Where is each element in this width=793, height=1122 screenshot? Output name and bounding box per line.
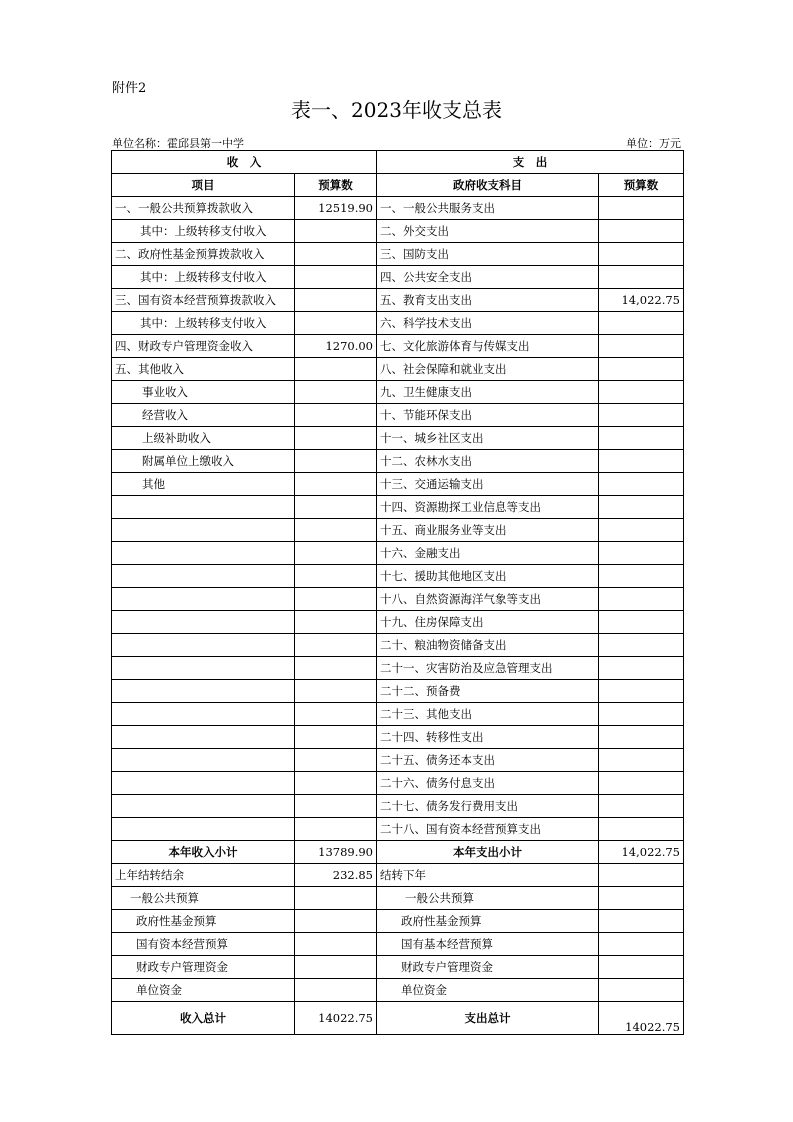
subtotal-row: [112, 841, 684, 864]
income-item-label: 四、财政专户管理资金收入: [112, 335, 295, 358]
income-item-label: 其中：上级转移支付收入: [112, 220, 295, 243]
prev-carryover-item: 国有资本经营预算: [112, 933, 295, 956]
income-item-value: [295, 450, 377, 473]
empty-cell: [112, 772, 295, 795]
expense-item-value: [599, 473, 684, 496]
empty-cell: [112, 519, 295, 542]
prev-carryover-item: 一般公共预算: [112, 887, 295, 910]
empty-cell: [295, 749, 377, 772]
empty-cell: [112, 749, 295, 772]
empty-cell: [112, 588, 295, 611]
empty-cell: [112, 542, 295, 565]
prev-carryover-value: 232.85: [295, 864, 377, 887]
income-item-value: [295, 473, 377, 496]
table-row: [112, 657, 684, 680]
table-row: [112, 680, 684, 703]
next-carryover-label: 结转下年: [377, 864, 599, 887]
total-row: [112, 1002, 684, 1035]
income-item-label: 三、国有资本经营预算拨款收入: [112, 289, 295, 312]
empty-cell: [112, 496, 295, 519]
table-row: [112, 473, 684, 496]
carryover-row: [112, 864, 684, 887]
empty-cell: [295, 565, 377, 588]
income-item-label: 二、政府性基金预算拨款收入: [112, 243, 295, 266]
expense-item-label: 二十六、债务付息支出: [377, 772, 599, 795]
table-row: [112, 358, 684, 381]
empty-cell: [295, 887, 377, 910]
page-title: 表一、2023年收支总表: [291, 98, 502, 122]
empty-cell: [295, 726, 377, 749]
table-row: [112, 542, 684, 565]
expense-item-label: 十五、商业服务业等支出: [377, 519, 599, 542]
table-row: [112, 588, 684, 611]
table-row: [112, 335, 684, 358]
empty-cell: [112, 611, 295, 634]
carryover-detail-row: [112, 910, 684, 933]
table-row: [112, 266, 684, 289]
table-row: [112, 220, 684, 243]
item-column-header: 项目: [112, 174, 295, 197]
expense-item-label: 二、外交支出: [377, 220, 599, 243]
income-item-value: [295, 243, 377, 266]
carryover-detail-row: [112, 933, 684, 956]
expense-item-label: 四、公共安全支出: [377, 266, 599, 289]
expense-item-value: [599, 450, 684, 473]
table-row: [112, 565, 684, 588]
table-row: [112, 818, 684, 841]
empty-cell: [295, 979, 377, 1002]
empty-cell: [112, 565, 295, 588]
empty-cell: [295, 496, 377, 519]
income-item-label: 附属单位上缴收入: [112, 450, 295, 473]
empty-cell: [295, 703, 377, 726]
expense-item-value: [599, 588, 684, 611]
expense-item-value: [599, 542, 684, 565]
expense-section-header: 支 出: [377, 151, 684, 174]
next-carryover-item: 单位资金: [377, 979, 599, 1002]
empty-cell: [112, 795, 295, 818]
expense-item-label: 十六、金融支出: [377, 542, 599, 565]
income-item-value: 1270.00: [295, 335, 377, 358]
expense-item-value: [599, 703, 684, 726]
next-carryover-item: 一般公共预算: [377, 887, 599, 910]
empty-cell: [295, 956, 377, 979]
table-row: [112, 197, 684, 220]
budget-column-header: 预算数: [295, 174, 377, 197]
expense-item-value: [599, 818, 684, 841]
expense-subtotal-value: 14,022.75: [599, 841, 684, 864]
expense-item-value: [599, 565, 684, 588]
expense-total-label: 支出总计: [377, 1002, 599, 1035]
empty-cell: [295, 634, 377, 657]
gov-subject-column-header: 政府收支科目: [377, 174, 599, 197]
carryover-detail-row: [112, 887, 684, 910]
unit-name: 单位名称：霍邱县第一中学: [112, 137, 244, 150]
empty-cell: [112, 634, 295, 657]
expense-item-value: [599, 749, 684, 772]
expense-item-label: 十一、城乡社区支出: [377, 427, 599, 450]
expense-item-label: 十八、自然资源海洋气象等支出: [377, 588, 599, 611]
expense-item-value: [599, 611, 684, 634]
table-row: [112, 519, 684, 542]
attachment-label: 附件2: [112, 81, 147, 96]
carryover-detail-row: [112, 956, 684, 979]
expense-item-label: 八、社会保障和就业支出: [377, 358, 599, 381]
income-item-value: [295, 220, 377, 243]
empty-cell: [112, 726, 295, 749]
expense-item-label: 二十四、转移性支出: [377, 726, 599, 749]
expense-item-label: 十三、交通运输支出: [377, 473, 599, 496]
expense-item-value: [599, 427, 684, 450]
table-row: [112, 381, 684, 404]
expense-item-value: [599, 243, 684, 266]
expense-item-value: [599, 220, 684, 243]
table-row: [112, 703, 684, 726]
expense-item-label: 一、一般公共服务支出: [377, 197, 599, 220]
expense-item-value: [599, 312, 684, 335]
income-item-label: 五、其他收入: [112, 358, 295, 381]
empty-cell: [112, 657, 295, 680]
expense-item-label: 三、国防支出: [377, 243, 599, 266]
prev-carryover-item: 政府性基金预算: [112, 910, 295, 933]
empty-cell: [599, 979, 684, 1002]
expense-item-value: [599, 726, 684, 749]
income-item-value: [295, 266, 377, 289]
empty-cell: [112, 680, 295, 703]
income-item-label: 其他: [112, 473, 295, 496]
expense-item-label: 六、科学技术支出: [377, 312, 599, 335]
expense-item-value: [599, 335, 684, 358]
income-item-value: 12519.90: [295, 197, 377, 220]
empty-cell: [599, 933, 684, 956]
expense-item-label: 二十一、灾害防治及应急管理支出: [377, 657, 599, 680]
income-item-value: [295, 404, 377, 427]
table-row: [112, 289, 684, 312]
next-carryover-item: 政府性基金预算: [377, 910, 599, 933]
expense-item-value: [599, 197, 684, 220]
income-section-header: 收 入: [112, 151, 377, 174]
table-row: [112, 795, 684, 818]
expense-item-label: 七、文化旅游体育与传媒支出: [377, 335, 599, 358]
empty-cell: [599, 910, 684, 933]
income-item-value: [295, 381, 377, 404]
empty-cell: [599, 956, 684, 979]
expense-item-label: 二十五、债务还本支出: [377, 749, 599, 772]
table-row: [112, 243, 684, 266]
empty-cell: [295, 657, 377, 680]
table-row: [112, 427, 684, 450]
budget2-column-header: 预算数: [599, 174, 684, 197]
income-item-label: 经营收入: [112, 404, 295, 427]
expense-item-value: [599, 795, 684, 818]
expense-item-label: 二十七、债务发行费用支出: [377, 795, 599, 818]
expense-item-value: [599, 634, 684, 657]
budget-summary-table: [111, 150, 684, 1035]
expense-item-label: 十四、资源勘探工业信息等支出: [377, 496, 599, 519]
income-item-label: 其中：上级转移支付收入: [112, 266, 295, 289]
empty-cell: [112, 818, 295, 841]
table-row: [112, 496, 684, 519]
expense-item-label: 十九、住房保障支出: [377, 611, 599, 634]
currency-unit: 单位：万元: [626, 137, 681, 150]
table-row: [112, 404, 684, 427]
empty-cell: [295, 795, 377, 818]
table-row: [112, 749, 684, 772]
empty-cell: [295, 611, 377, 634]
table-row: [112, 312, 684, 335]
prev-carryover-label: 上年结转结余: [112, 864, 295, 887]
expense-item-value: [599, 358, 684, 381]
empty-cell: [295, 519, 377, 542]
empty-cell: [295, 910, 377, 933]
table-row: [112, 450, 684, 473]
empty-cell: [295, 933, 377, 956]
expense-item-label: 二十三、其他支出: [377, 703, 599, 726]
table-row: [112, 611, 684, 634]
expense-item-value: [599, 519, 684, 542]
expense-item-value: 14,022.75: [599, 289, 684, 312]
table-row: [112, 726, 684, 749]
empty-cell: [295, 772, 377, 795]
expense-total-value: 14022.75: [599, 1002, 684, 1035]
expense-item-label: 五、教育支出支出: [377, 289, 599, 312]
expense-item-label: 二十、粮油物资储备支出: [377, 634, 599, 657]
expense-item-value: [599, 266, 684, 289]
empty-cell: [295, 588, 377, 611]
prev-carryover-item: 财政专户管理资金: [112, 956, 295, 979]
prev-carryover-item: 单位资金: [112, 979, 295, 1002]
expense-item-label: 十七、援助其他地区支出: [377, 565, 599, 588]
income-item-value: [295, 427, 377, 450]
income-item-value: [295, 289, 377, 312]
expense-item-value: [599, 496, 684, 519]
income-item-value: [295, 358, 377, 381]
empty-cell: [112, 703, 295, 726]
income-subtotal-value: 13789.90: [295, 841, 377, 864]
income-total-value: 14022.75: [295, 1002, 377, 1035]
next-carryover-item: 国有基本经营预算: [377, 933, 599, 956]
income-item-value: [295, 312, 377, 335]
income-subtotal-label: 本年收入小计: [112, 841, 295, 864]
income-item-label: 事业收入: [112, 381, 295, 404]
expense-item-value: [599, 680, 684, 703]
expense-item-label: 十二、农林水支出: [377, 450, 599, 473]
empty-cell: [295, 680, 377, 703]
income-item-label: 其中：上级转移支付收入: [112, 312, 295, 335]
next-carryover-item: 财政专户管理资金: [377, 956, 599, 979]
expense-item-value: [599, 772, 684, 795]
carryover-detail-row: [112, 979, 684, 1002]
expense-item-label: 九、卫生健康支出: [377, 381, 599, 404]
income-item-label: 一、一般公共预算拨款收入: [112, 197, 295, 220]
column-header-row: [112, 174, 684, 197]
expense-subtotal-label: 本年支出小计: [377, 841, 599, 864]
income-item-label: 上级补助收入: [112, 427, 295, 450]
expense-item-label: 二十八、国有资本经营预算支出: [377, 818, 599, 841]
expense-item-value: [599, 657, 684, 680]
section-header-row: [112, 151, 684, 174]
expense-item-label: 十、节能环保支出: [377, 404, 599, 427]
income-total-label: 收入总计: [112, 1002, 295, 1035]
expense-item-value: [599, 381, 684, 404]
table-row: [112, 772, 684, 795]
empty-cell: [295, 818, 377, 841]
expense-item-label: 二十二、预备费: [377, 680, 599, 703]
expense-item-value: [599, 404, 684, 427]
empty-cell: [599, 887, 684, 910]
table-row: [112, 634, 684, 657]
empty-cell: [599, 864, 684, 887]
empty-cell: [295, 542, 377, 565]
